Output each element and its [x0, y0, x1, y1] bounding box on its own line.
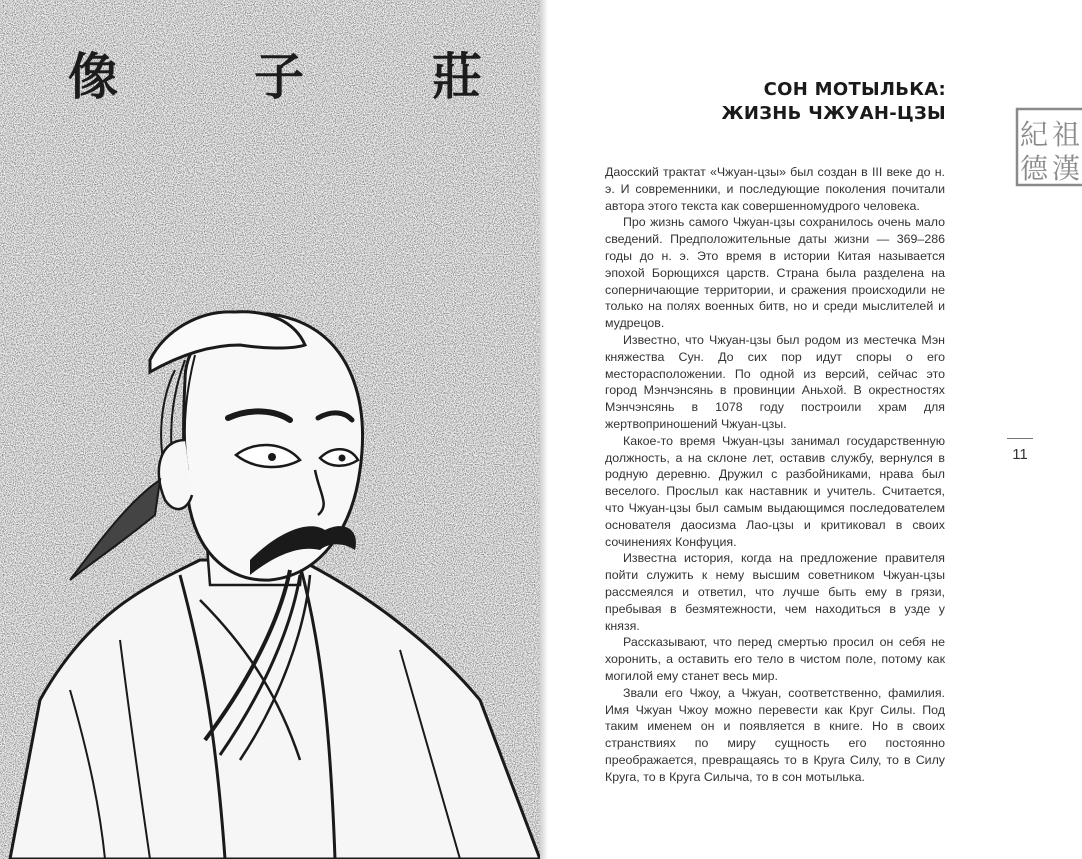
page-number: 11 — [1012, 446, 1028, 463]
book-gutter — [540, 0, 548, 859]
calligraphy-glyph: 子 — [254, 47, 304, 106]
chapter-title — [600, 78, 946, 126]
paragraph: Даосский трактат «Чжуан-цзы» был создан в III веке до н. э. И современники, и последующие поколения почитали автора этого текста как совершенномудрого человека. — [605, 165, 945, 213]
seal-stamp-icon — [1014, 106, 1082, 188]
chapter-title-line-1: СОН МОТЫЛЬКА: — [763, 79, 946, 100]
chapter-body — [605, 164, 945, 785]
paragraph: Рассказывают, что перед смертью просил он себя не хоронить, а оставить его тело в чистом поле, потому как могилой ему станет весь мир. — [605, 635, 945, 683]
svg-text:漢: 漢 — [1051, 152, 1081, 185]
paragraph: Известно, что Чжуан-цзы был родом из местечка Мэн княжества Сун. До сих пор идут споры о его месторасположении. По одной из версий, сейчас это город Мэнчэнсянь в провинции Аньхой. В окрестностях Мэнчэнсянь в 1078 году построили храм для жертвоприношений Чжуан-цзы. — [605, 332, 945, 431]
paragraph: Про жизнь самого Чжуан-цзы сохранилось очень мало сведений. Предположительные даты жизни — 369–286 годы до н. э. Это время в истории Китая называется эпохой Борющихся царств. Страна была разделена на соперничающие территории, и сражения происходили не только на полях военных битв, но и среди мыслителей и мудрецов. — [605, 215, 945, 331]
paragraph: Звали его Чжоу, а Чжуан, соответственно, фамилия. Имя Чжуан Чжоу можно перевести как Круг Силы. Под таким именем он и появляется в книге. Но в своих странствиях по миру сущность его постоянно преображается, превращаясь то в Круга Силу, то в Силу Круга, то в Круга Силыча, то в сон мотылька. — [605, 685, 945, 784]
page-number-rule — [1007, 438, 1033, 439]
paragraph: Известна история, когда на предложение правителя пойти служить к нему высшим советником Чжуан-цзы рассмеялся и ответил, что лучше быть ему в грязи, пребывая в безмятежности, чем находиться в узде у князя. — [605, 551, 945, 633]
chapter-title-line-2: ЖИЗНЬ ЧЖУАН-ЦЗЫ — [721, 103, 946, 124]
paragraph: Какое-то время Чжуан-цзы занимал государственную должность, а на склоне лет, оставив службу, вернулся в родную деревню. Дружил с разбойниками, нрава был веселого. Прослыл как наставник и учитель. Считается, что Чжуан-цзы был самым выдающимся последователем основателя даосизма Лао-цзы и критиковал в своих сочинениях Конфуция. — [605, 433, 945, 549]
zhuangzi-portrait-illustration — [0, 0, 540, 859]
svg-text:德: 德 — [1019, 152, 1049, 185]
illustration-page — [0, 0, 540, 859]
svg-text:祖: 祖 — [1051, 118, 1081, 151]
calligraphy-glyph: 莊 — [432, 47, 482, 106]
svg-text:紀: 紀 — [1019, 118, 1049, 151]
calligraphy-glyph: 像 — [68, 47, 118, 106]
